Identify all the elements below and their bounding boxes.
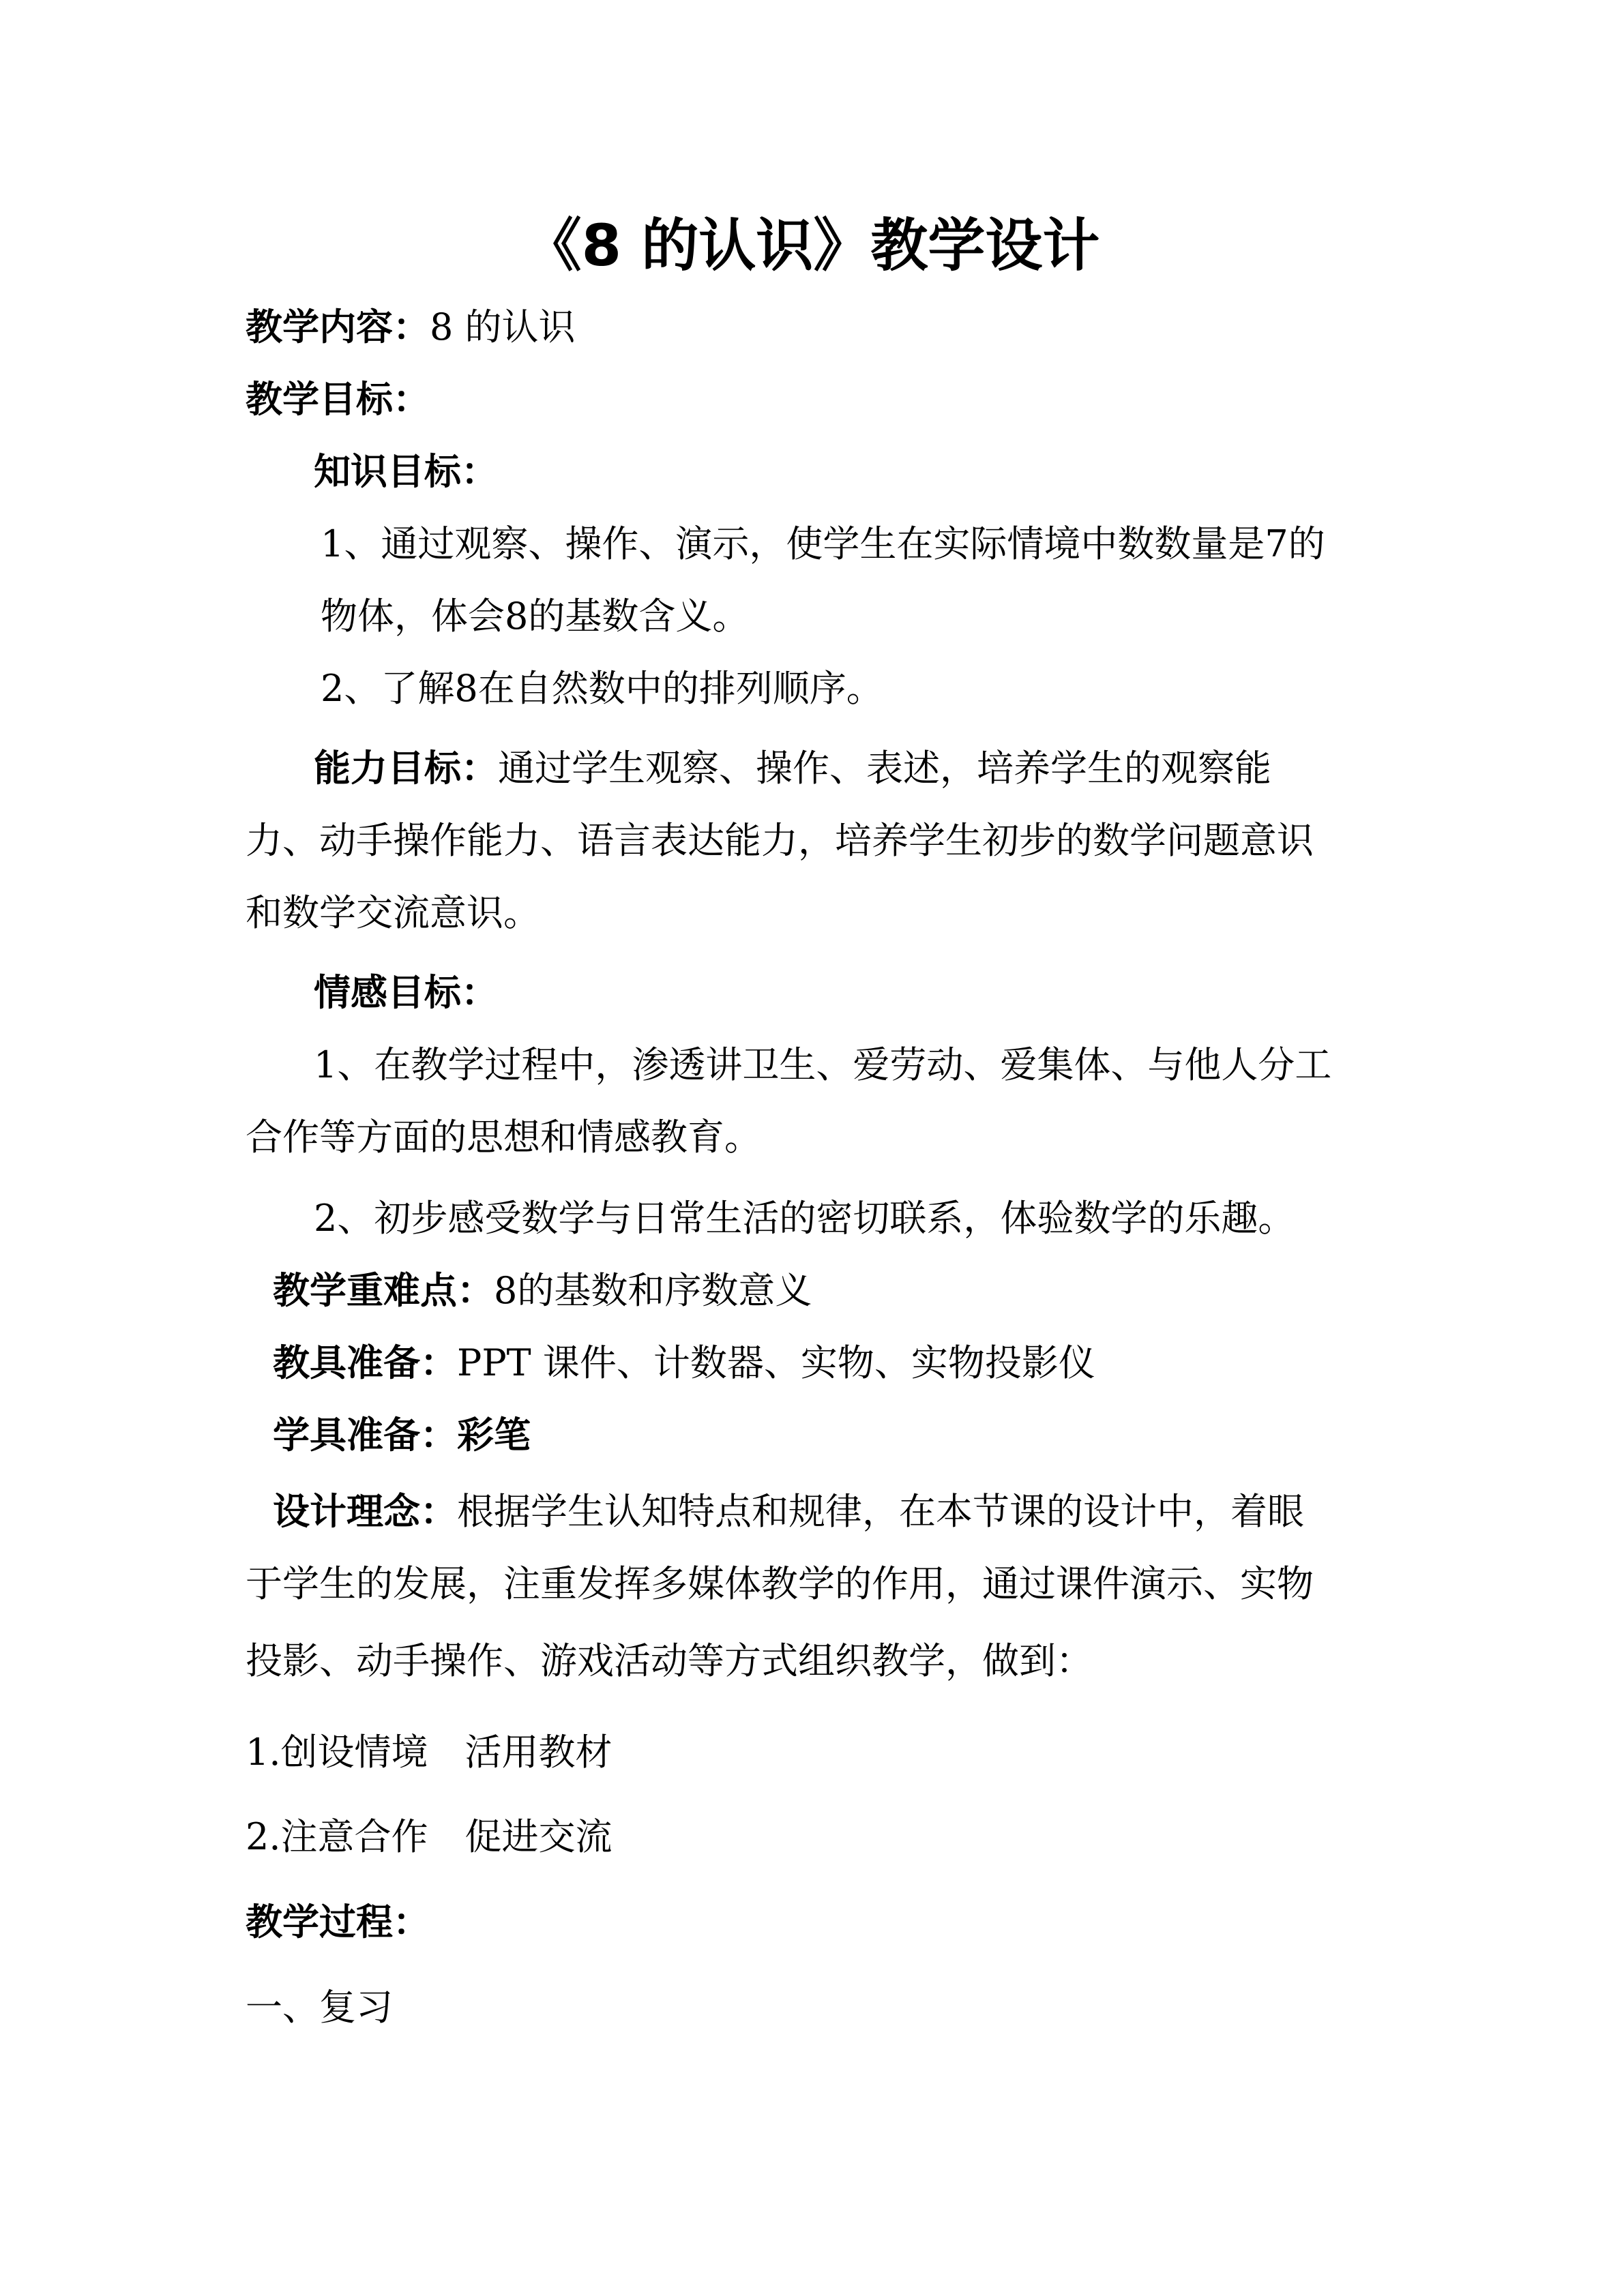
teaching-content-line — [246, 305, 576, 348]
emotion-item-1-line-1: 1、在教学过程中，渗透讲卫生、爱劳动、爱集体、与他人分工 — [314, 1043, 1332, 1086]
knowledge-item-2: 2、了解8在自然数中的排列顺序。 — [321, 667, 883, 710]
teaching-content-label: 教学内容： — [246, 305, 430, 348]
design-concept-line-2: 于学生的发展，注重发挥多媒体教学的作用，通过课件演示、实物 — [246, 1562, 1314, 1605]
student-tools-label: 学具准备： — [273, 1414, 457, 1457]
teacher-tools-label: 教具准备： — [273, 1341, 457, 1384]
design-concept-text: 根据学生认知特点和规律，在本节课的设计中，着眼 — [457, 1490, 1304, 1533]
ability-goals-text: 通过学生观察、操作、表述，培养学生的观察能 — [498, 747, 1271, 790]
ability-goals-line-1 — [314, 747, 1271, 790]
design-concept-line-3: 投影、动手操作、游戏活动等方式组织教学，做到： — [246, 1639, 1093, 1682]
principle-item-1: 1.创设情境 活用教材 — [246, 1731, 612, 1774]
knowledge-item-1-line-2: 物体，体会8的基数含义。 — [321, 595, 750, 638]
teacher-tools-line — [273, 1341, 1095, 1384]
student-tools-line — [273, 1414, 531, 1457]
teacher-tools-text: PPT 课件、计数器、实物、实物投影仪 — [457, 1341, 1095, 1384]
section-1-heading: 一、复习 — [246, 1986, 393, 2029]
principle-item-2: 2.注意合作 促进交流 — [246, 1815, 612, 1858]
teaching-goals-heading: 教学目标： — [246, 378, 430, 421]
ability-goals-label: 能力目标： — [314, 747, 498, 790]
key-points-text: 8的基数和序数意义 — [494, 1269, 812, 1312]
document-title: 《8 的认识》教学设计 — [524, 212, 1100, 279]
design-concept-line-1 — [273, 1490, 1304, 1533]
knowledge-item-1-line-1: 1、通过观察、操作、演示，使学生在实际情境中数数量是7的 — [321, 522, 1325, 565]
ability-goals-line-2: 力、动手操作能力、语言表达能力，培养学生初步的数学问题意识 — [246, 819, 1314, 862]
student-tools-text: 彩笔 — [457, 1414, 531, 1457]
knowledge-goals-heading: 知识目标： — [314, 450, 498, 493]
key-points-label: 教学重难点： — [273, 1269, 494, 1312]
design-concept-label: 设计理念： — [273, 1490, 457, 1533]
key-points-line — [273, 1269, 812, 1312]
teaching-process-heading: 教学过程： — [246, 1900, 430, 1943]
teaching-content-text: 8 的认识 — [430, 305, 576, 348]
emotion-item-2: 2、初步感受数学与日常生活的密切联系，体验数学的乐趣。 — [314, 1197, 1295, 1240]
emotion-goals-heading: 情感目标： — [314, 971, 498, 1014]
ability-goals-line-3: 和数学交流意识。 — [246, 891, 540, 934]
emotion-item-1-line-2: 合作等方面的思想和情感教育。 — [246, 1116, 761, 1159]
